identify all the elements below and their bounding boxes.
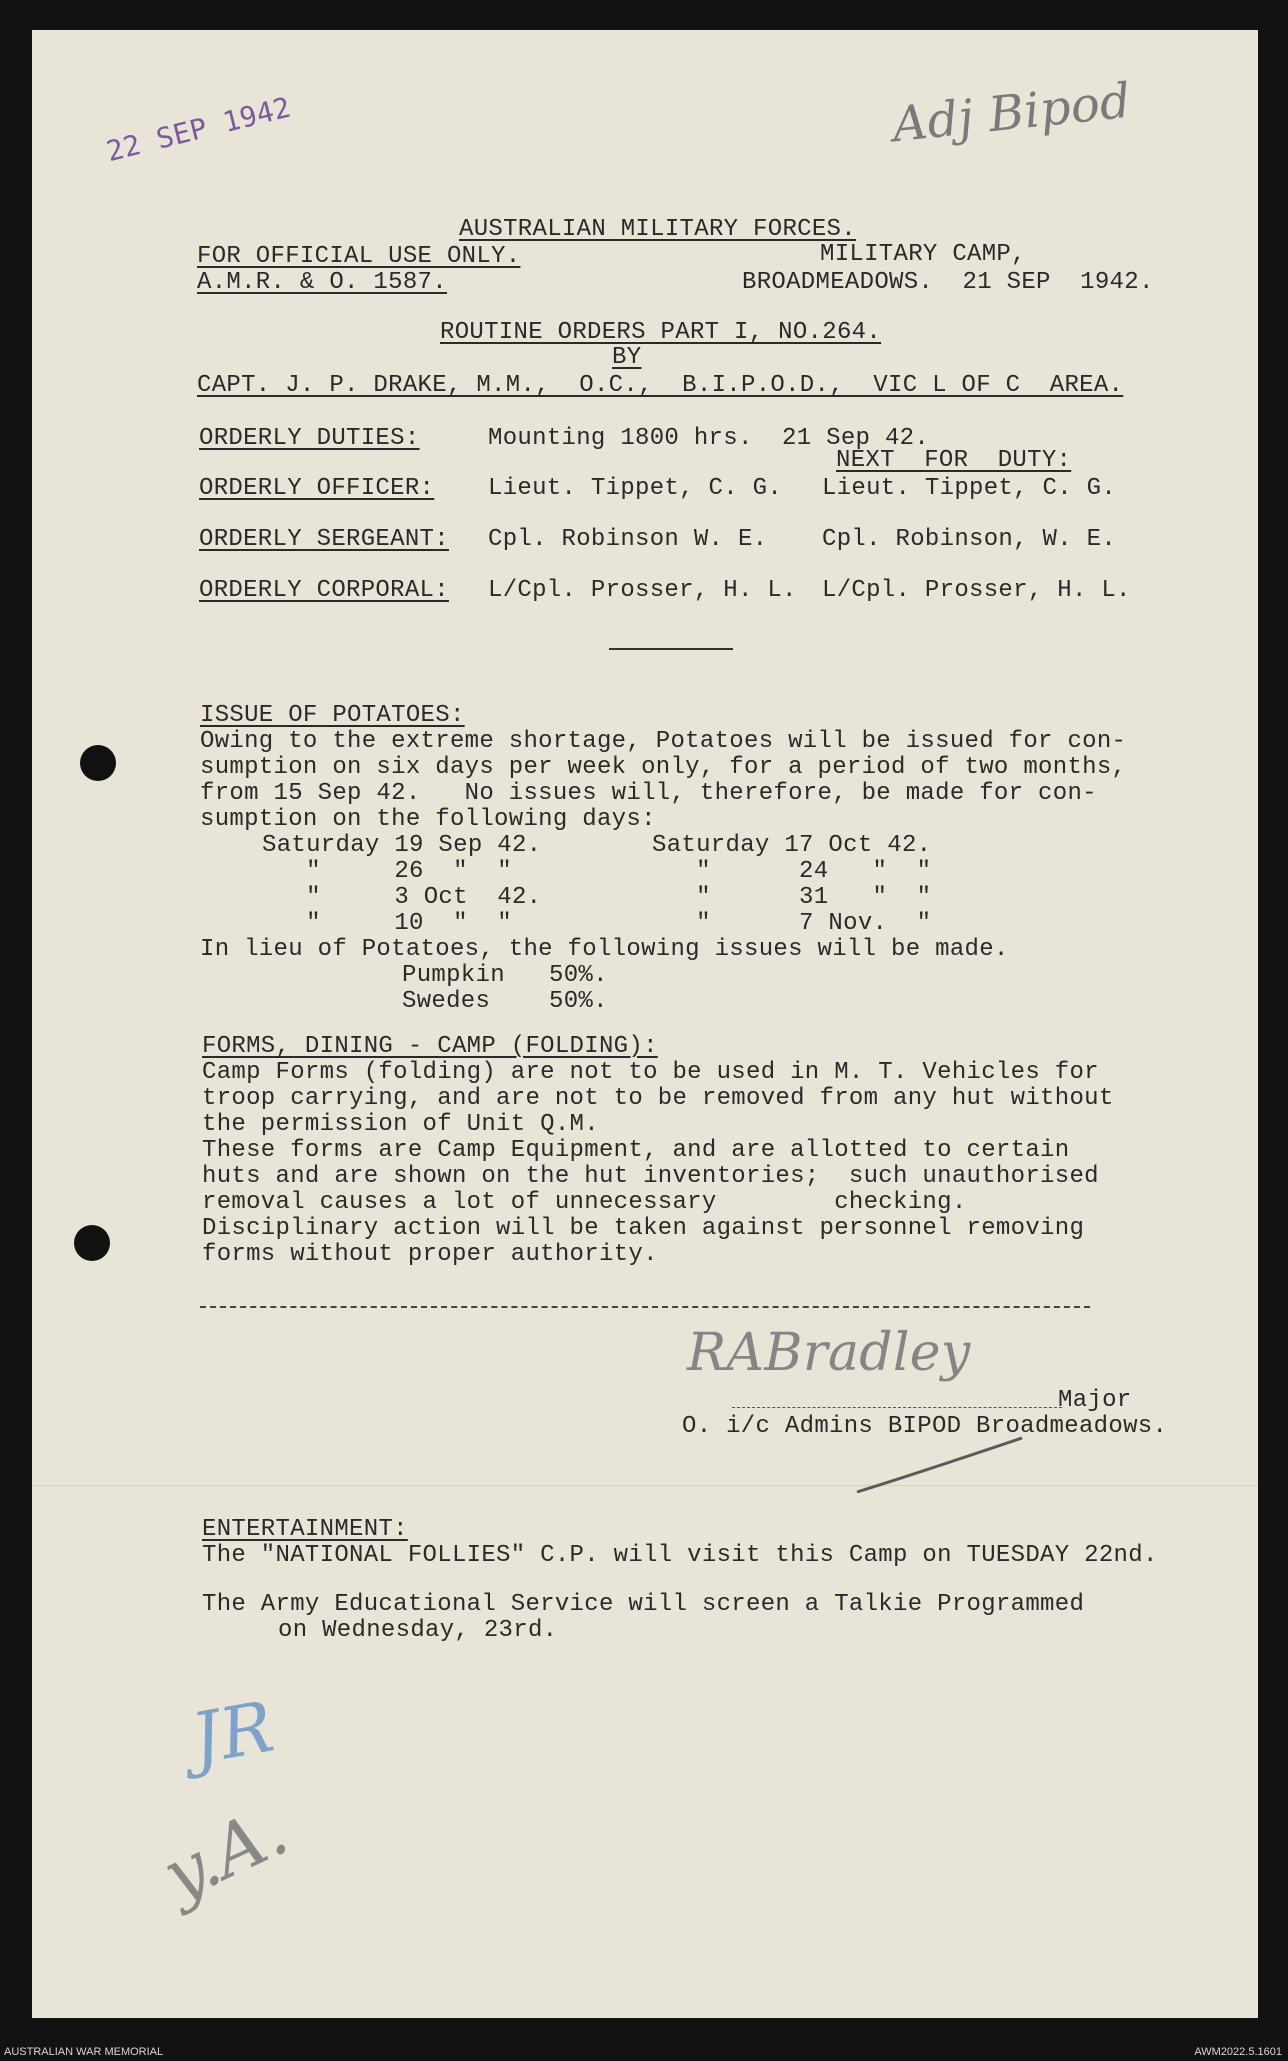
- document-page: [32, 30, 1258, 2018]
- punch-hole: [80, 745, 116, 781]
- signature-flourish: [852, 1430, 1032, 1500]
- forms-body-line: These forms are Camp Equipment, and are allotted to certain: [202, 1137, 1070, 1164]
- punch-hole: [74, 1225, 110, 1261]
- header-title: AUSTRALIAN MILITARY FORCES.: [459, 216, 856, 243]
- duty-row-next: Cpl. Robinson, W. E.: [822, 526, 1117, 553]
- signatory-title: O. i/c Admins BIPOD Broadmeadows.: [682, 1413, 1168, 1440]
- entertainment-line: on Wednesday, 23rd.: [278, 1617, 558, 1644]
- no-issue-day: " 3 Oct 42.: [262, 884, 542, 911]
- next-for-duty-heading: NEXT FOR DUTY:: [836, 447, 1072, 474]
- reference: A.M.R. & O. 1587.: [197, 269, 447, 296]
- orders-title: ROUTINE ORDERS PART I, NO.264.: [440, 319, 882, 346]
- initials-blue: JR: [185, 1685, 280, 1781]
- forms-body-line: troop carrying, and are not to be removed from any hut without: [202, 1085, 1114, 1112]
- no-issue-day: " 7 Nov. ": [652, 910, 932, 937]
- no-issue-day: Saturday 19 Sep 42.: [262, 832, 542, 859]
- potatoes-heading: ISSUE OF POTATOES:: [200, 702, 465, 729]
- potatoes-body-line: from 15 Sep 42. No issues will, therefore, be made for con-: [200, 780, 1097, 807]
- no-issue-day: " 10 " ": [262, 910, 512, 937]
- duty-row-current: Lieut. Tippet, C. G.: [488, 475, 783, 502]
- forms-body-line: forms without proper authority.: [202, 1241, 658, 1268]
- no-issue-day: " 24 " ": [652, 858, 932, 885]
- signature: RABradley: [687, 1323, 971, 1383]
- section-divider-dashed: [200, 1306, 1090, 1308]
- footer-credit: AUSTRALIAN WAR MEMORIAL: [4, 2046, 164, 2058]
- potatoes-body-line: sumption on the following days:: [200, 806, 656, 833]
- entertainment-line: The Army Educational Service will screen a Talkie Programmed: [202, 1591, 1085, 1618]
- duty-row-label: ORDERLY OFFICER:: [199, 475, 435, 502]
- forms-body-line: Disciplinary action will be taken against personnel removing: [202, 1215, 1085, 1242]
- mounting-time: Mounting 1800 hrs. 21 Sep 42.: [488, 425, 930, 452]
- orderly-duties-label: ORDERLY DUTIES:: [199, 425, 420, 452]
- entertainment-line: The "NATIONAL FOLLIES" C.P. will visit this Camp on TUESDAY 22nd.: [202, 1542, 1158, 1569]
- orders-by: BY: [612, 344, 642, 371]
- signature-line: [732, 1407, 1062, 1408]
- entertainment-heading: ENTERTAINMENT:: [202, 1516, 408, 1543]
- date-stamp: 22 SEP 1942: [103, 90, 295, 169]
- no-issue-day: " 26 " ": [262, 858, 512, 885]
- in-lieu-line: In lieu of Potatoes, the following issues will be made.: [200, 936, 1009, 963]
- handwritten-annotation: Adj Bipod: [889, 72, 1134, 154]
- initials-grey: y.A.: [150, 1789, 300, 1917]
- forms-body-line: Camp Forms (folding) are not to be used in M. T. Vehicles for: [202, 1059, 1099, 1086]
- duty-row-next: L/Cpl. Prosser, H. L.: [822, 577, 1131, 604]
- duty-row-current: L/Cpl. Prosser, H. L.: [488, 577, 797, 604]
- duty-row-next: Lieut. Tippet, C. G.: [822, 475, 1117, 502]
- duty-row-label: ORDERLY SERGEANT:: [199, 526, 449, 553]
- potatoes-body-line: sumption on six days per week only, for a period of two months,: [200, 754, 1127, 781]
- camp-name: MILITARY CAMP,: [820, 241, 1026, 268]
- duty-row-current: Cpl. Robinson W. E.: [488, 526, 768, 553]
- forms-body-line: the permission of Unit Q.M.: [202, 1111, 599, 1138]
- forms-body-line: huts and are shown on the hut inventories; such unauthorised: [202, 1163, 1099, 1190]
- duty-row-label: ORDERLY CORPORAL:: [199, 577, 449, 604]
- paper-fold: [32, 1485, 1258, 1486]
- orders-by-line: CAPT. J. P. DRAKE, M.M., O.C., B.I.P.O.D., VIC L OF C AREA.: [197, 372, 1124, 399]
- footer-accession-number: AWM2022.5.1601: [1194, 2046, 1282, 2058]
- forms-body-line: removal causes a lot of unnecessary checking.: [202, 1189, 967, 1216]
- signatory-rank: Major: [1058, 1387, 1132, 1414]
- substitute-issue: Swedes 50%.: [402, 988, 608, 1015]
- place-date: BROADMEADOWS. 21 SEP 1942.: [742, 269, 1154, 296]
- substitute-issue: Pumpkin 50%.: [402, 962, 608, 989]
- forms-heading: FORMS, DINING - CAMP (FOLDING):: [202, 1033, 658, 1060]
- official-use: FOR OFFICIAL USE ONLY.: [197, 243, 521, 270]
- section-divider: [609, 648, 733, 650]
- no-issue-day: Saturday 17 Oct 42.: [652, 832, 932, 859]
- potatoes-body-line: Owing to the extreme shortage, Potatoes will be issued for con-: [200, 728, 1127, 755]
- no-issue-day: " 31 " ": [652, 884, 932, 911]
